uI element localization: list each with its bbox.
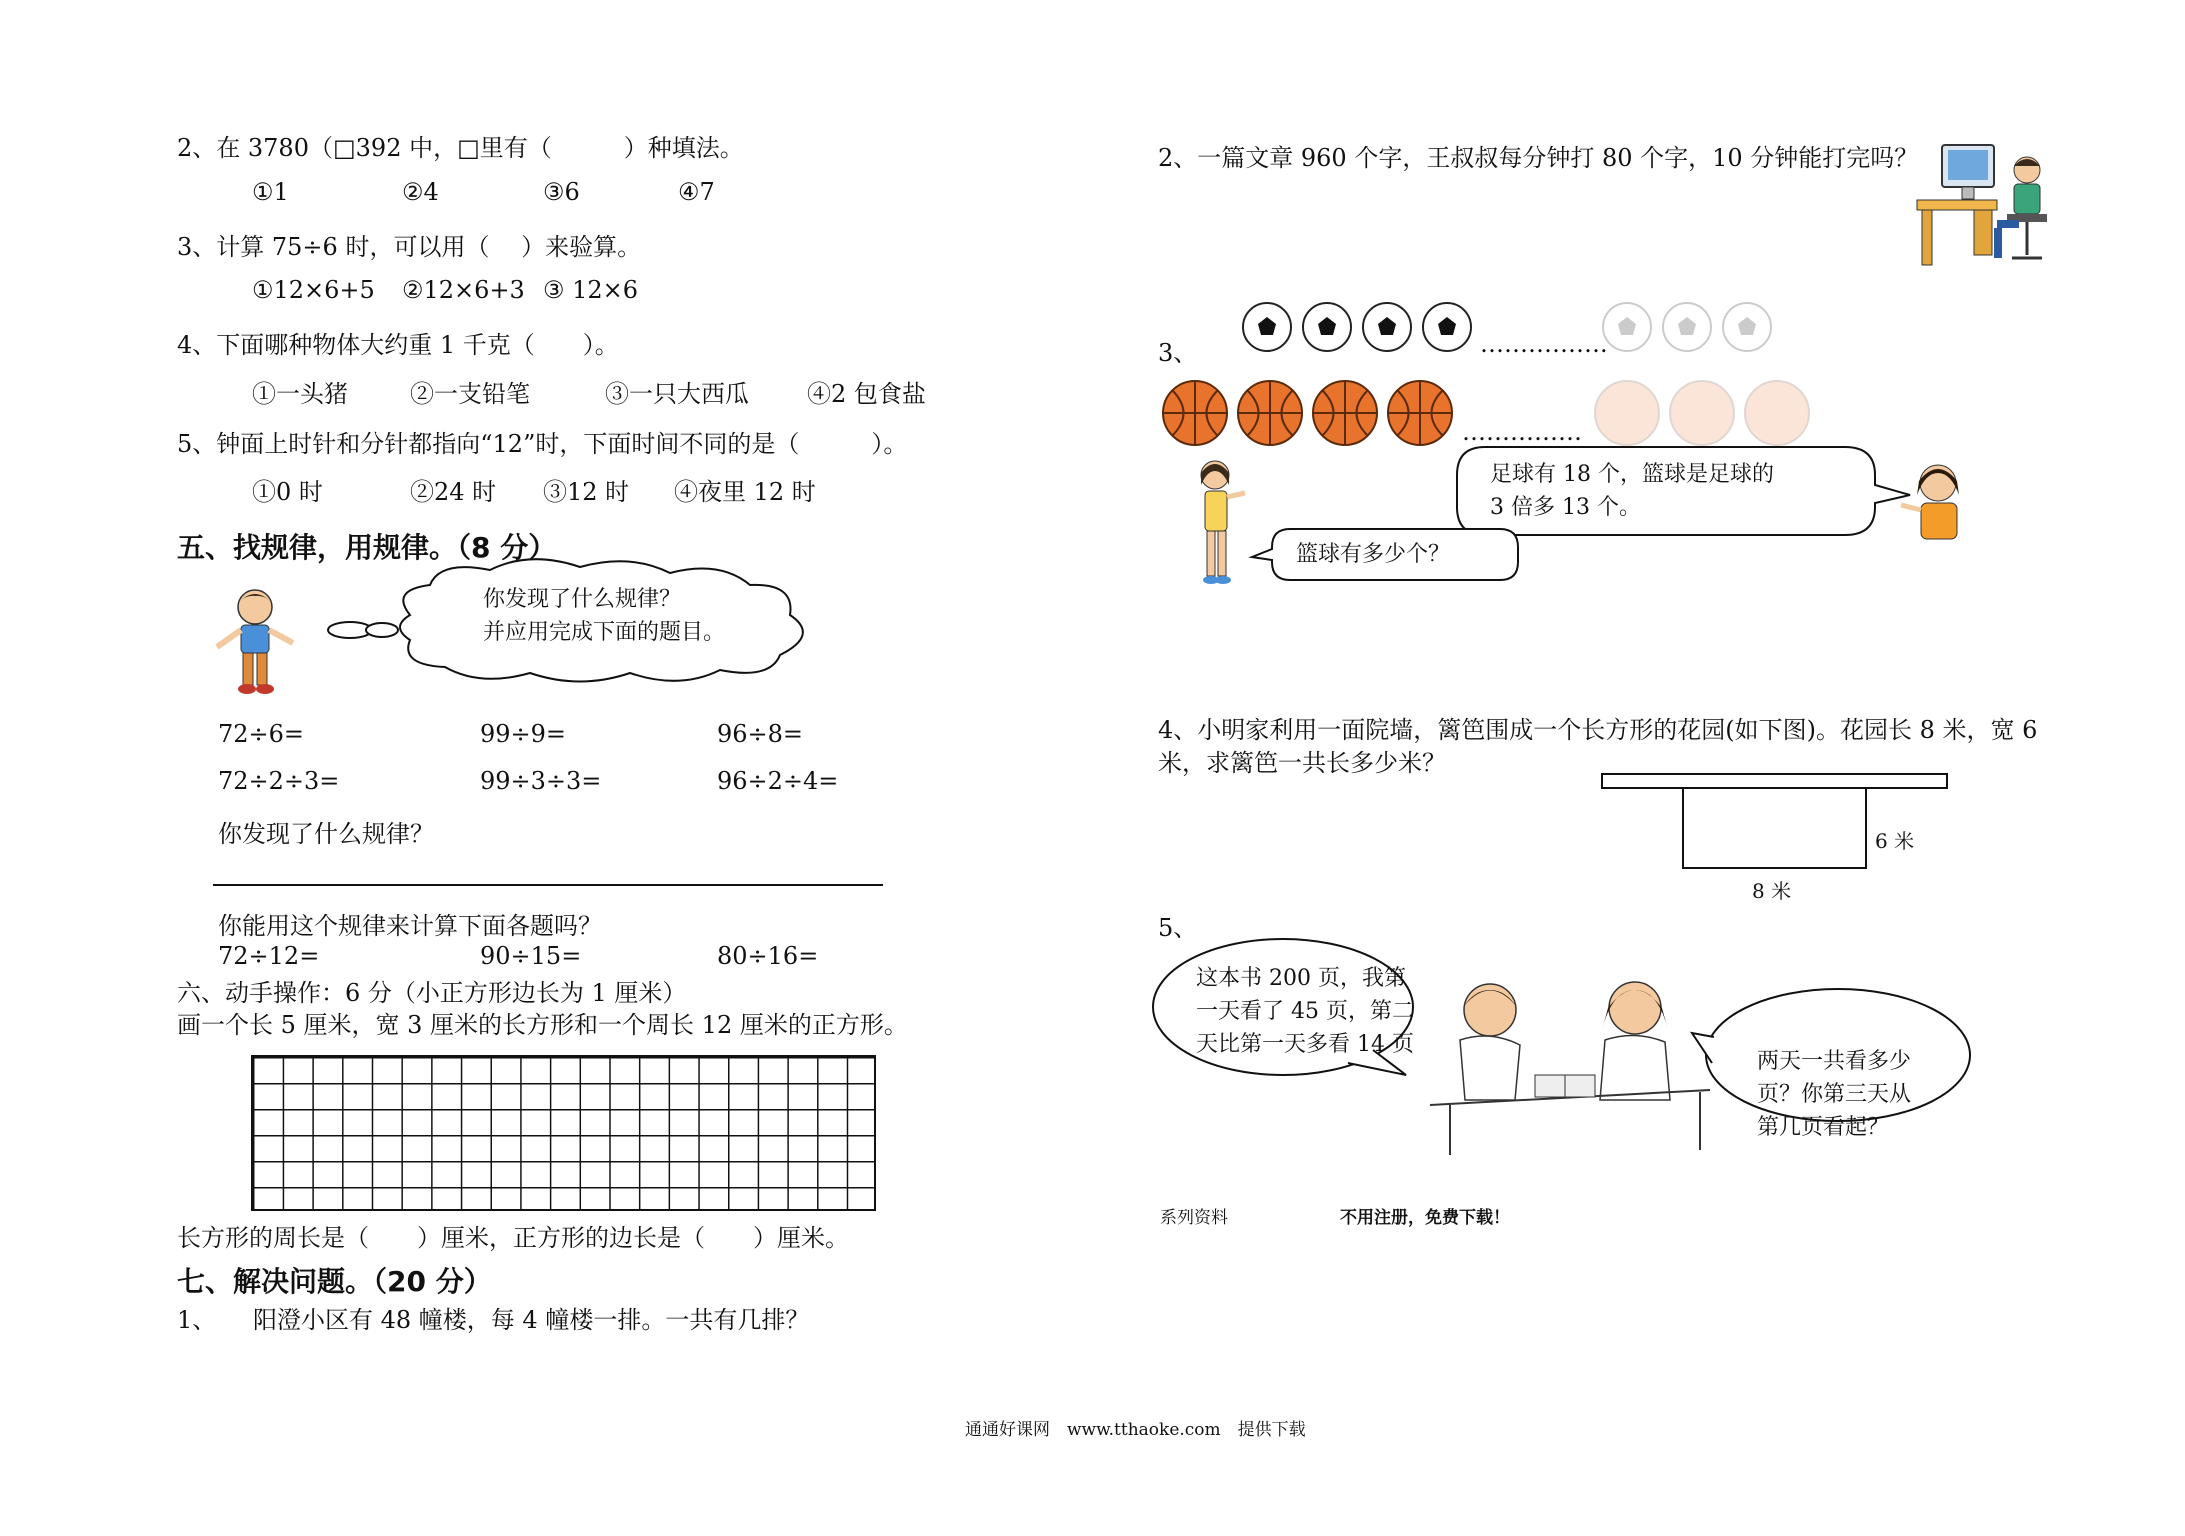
expr-2-3: 96÷2÷4= <box>717 767 839 795</box>
mc-q2-opt1: ①1 <box>252 178 289 206</box>
problem-1-text: 阳澄小区有 48 幢楼，每 4 幢楼一排。一共有几排？ <box>253 1306 810 1334</box>
footer-series-label: 系列资料 <box>1160 1208 1228 1228</box>
problem-4-line-1: 4、小明家利用一面院墙，篱笆围成一个长方形的花园(如下图)。花园长 8 米，宽 6 <box>1158 716 2038 744</box>
garden-length-label: 8 米 <box>1752 879 1792 903</box>
problem-3-number: 3、 <box>1158 339 1198 367</box>
rule-question: 你发现了什么规律？ <box>218 820 434 848</box>
mc-q5-opt2: ②24 时 <box>410 478 497 506</box>
mc-q3-opt3: ③ 12×6 <box>543 276 639 304</box>
section-6-answer: 长方形的周长是（ ）厘米，正方形的边长是（ ）厘米。 <box>177 1224 849 1252</box>
computer-desk-icon <box>1912 140 2072 275</box>
bubble-basketball-text: 篮球有多少个？ <box>1296 542 1451 567</box>
section-6-instruction: 画一个长 5 厘米，宽 3 厘米的长方形和一个周长 12 厘米的正方形。 <box>177 1011 908 1039</box>
expr-1-2: 99÷9= <box>480 720 567 748</box>
mc-q4-opt3: ③一只大西瓜 <box>605 380 749 408</box>
problem-5-number: 5、 <box>1158 914 1198 942</box>
speech-right-line-1: 两天一共看多少 <box>1757 1049 1912 1074</box>
kids-reading-icon <box>1420 970 1720 1160</box>
mc-q3-opt2: ②12×6+3 <box>402 276 525 304</box>
mc-q4: 4、下面哪种物体大约重 1 千克（ ）。 <box>177 331 619 359</box>
cloud-line-2: 并应用完成下面的题目。 <box>483 620 726 645</box>
mc-q2-opt4: ④7 <box>678 178 715 206</box>
mc-q2: 2、在 3780（□392 中，□里有（ ）种填法。 <box>177 134 744 162</box>
mc-q5-opt3: ③12 时 <box>543 478 630 506</box>
speech-left-line-3: 天比第一天多看 14 页 <box>1196 1032 1414 1057</box>
drawing-grid[interactable] <box>251 1055 876 1211</box>
expr-3-3: 80÷16= <box>717 942 819 970</box>
mc-q5: 5、钟面上时针和分针都指向“12”时，下面时间不同的是（ ）。 <box>177 430 908 458</box>
girl-standing-icon <box>1183 455 1253 590</box>
speech-right-line-2: 页？你第三天从 <box>1757 1082 1912 1107</box>
bubble-soccer-line-1: 足球有 18 个，篮球是足球的 <box>1490 462 1774 487</box>
mc-q4-opt4: ④2 包食盐 <box>807 380 926 408</box>
soccer-balls-faded-icon <box>1600 300 1780 355</box>
speech-right-line-3: 第几页看起？ <box>1757 1115 1890 1140</box>
mc-q2-opt3: ③6 <box>543 178 580 206</box>
expr-3-1: 72÷12= <box>218 942 320 970</box>
expr-1-1: 72÷6= <box>218 720 305 748</box>
section-6-title: 六、动手操作：6 分（小正方形边长为 1 厘米） <box>177 979 687 1007</box>
basketball-dots: …………… <box>1462 418 1582 446</box>
section-7-title: 七、解决问题。（20 分） <box>177 1265 492 1298</box>
soccer-dots: ……………. <box>1480 330 1608 358</box>
mc-q4-opt1: ①一头猪 <box>252 380 348 408</box>
problem-2-text: 2、一篇文章 960 个字，王叔叔每分钟打 80 个字，10 分钟能打完吗？ <box>1158 144 1919 172</box>
mc-q5-opt4: ④夜里 12 时 <box>674 478 816 506</box>
speech-left-line-1: 这本书 200 页，我第 <box>1196 966 1406 991</box>
boy-figure-icon <box>205 585 305 700</box>
answer-line[interactable] <box>213 884 883 886</box>
section-5-title: 五、找规律，用规律。（8 分） <box>177 531 557 564</box>
problem-4-line-2: 米，求篱笆一共长多少米？ <box>1158 749 1446 777</box>
basketballs-faded-icon <box>1592 378 1822 448</box>
expr-2-2: 99÷3÷3= <box>480 767 602 795</box>
page-footer: 通通好课网 www.tthaoke.com 提供下载 <box>965 1420 1306 1440</box>
garden-diagram <box>1600 770 1960 870</box>
basketballs-icon <box>1160 378 1460 448</box>
cloud-line-1: 你发现了什么规律？ <box>483 587 682 612</box>
expr-2-1: 72÷2÷3= <box>218 767 340 795</box>
problem-1-number: 1、 <box>177 1306 217 1334</box>
expr-1-3: 96÷8= <box>717 720 804 748</box>
rule-apply-question: 你能用这个规律来计算下面各题吗？ <box>218 912 602 940</box>
mc-q5-opt1: ①0 时 <box>252 478 323 506</box>
bubble-soccer-line-2: 3 倍多 13 个。 <box>1490 495 1641 520</box>
mc-q3-opt1: ①12×6+5 <box>252 276 375 304</box>
garden-width-label: 6 米 <box>1875 829 1915 853</box>
speech-left-line-2: 一天看了 45 页，第二 <box>1196 999 1414 1024</box>
footer-free-download: 不用注册，免费下载！ <box>1340 1208 1510 1228</box>
mc-q4-opt2: ②一支铅笔 <box>410 380 530 408</box>
mc-q2-opt2: ②4 <box>402 178 439 206</box>
mc-q3: 3、计算 75÷6 时，可以用（ ）来验算。 <box>177 233 642 261</box>
expr-3-2: 90÷15= <box>480 942 582 970</box>
soccer-balls-icon <box>1240 300 1480 355</box>
